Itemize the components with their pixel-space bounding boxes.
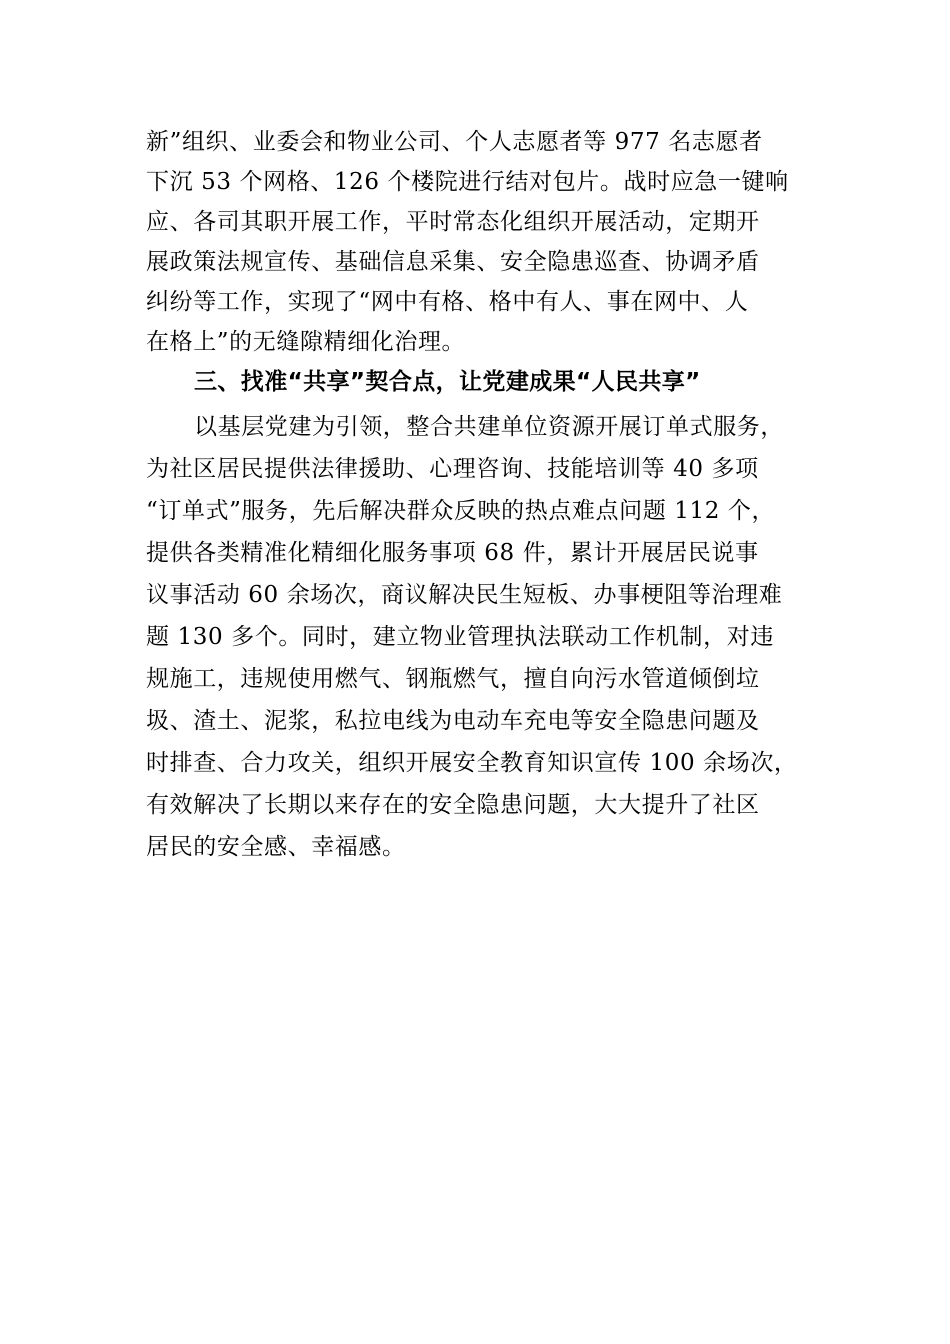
text-line: 为社区居民提供法律援助、心理咨询、技能培训等 40 多项: [146, 456, 759, 482]
text-line: 应、各司其职开展工作，平时常态化组织开展活动，定期开: [146, 209, 760, 235]
text-line: 规施工，违规使用燃气、钢瓶燃气，擅自向污水管道倾倒垃: [146, 666, 760, 692]
text-line: 有效解决了长期以来存在的安全隐患问题，大大提升了社区: [146, 792, 760, 818]
text-line: 新”组织、业委会和物业公司、个人志愿者等 977 名志愿者: [146, 129, 763, 155]
text-line: 居民的安全感、幸福感。: [146, 834, 406, 860]
text-line: 在格上”的无缝隙精细化治理。: [146, 329, 466, 355]
text-line: 纠纷等工作，实现了“网中有格、格中有人、事在网中、人: [146, 289, 749, 315]
text-line: “订单式”服务，先后解决群众反映的热点难点问题 112 个，: [146, 498, 776, 524]
text-line: 提供各类精准化精细化服务事项 68 件，累计开展居民说事: [146, 540, 759, 566]
text-line: 下沉 53 个网格、126 个楼院进行结对包片。战时应急一键响: [146, 169, 789, 195]
text-line: 圾、渣土、泥浆，私拉电线为电动车充电等安全隐患问题及: [146, 708, 760, 734]
section-heading: 三、找准“共享”契合点，让党建成果“人民共享”: [194, 369, 701, 395]
text-line: 以基层党建为引领，整合共建单位资源开展订单式服务，: [194, 414, 784, 440]
text-line: 时排查、合力攻关，组织开展安全教育知识宣传 100 余场次，: [146, 750, 798, 776]
text-line: 展政策法规宣传、基础信息采集、安全隐患巡查、协调矛盾: [146, 249, 760, 275]
text-line: 题 130 多个。同时，建立物业管理执法联动工作机制，对违: [146, 624, 774, 650]
text-line: 议事活动 60 余场次，商议解决民生短板、办事梗阻等治理难: [146, 582, 783, 608]
